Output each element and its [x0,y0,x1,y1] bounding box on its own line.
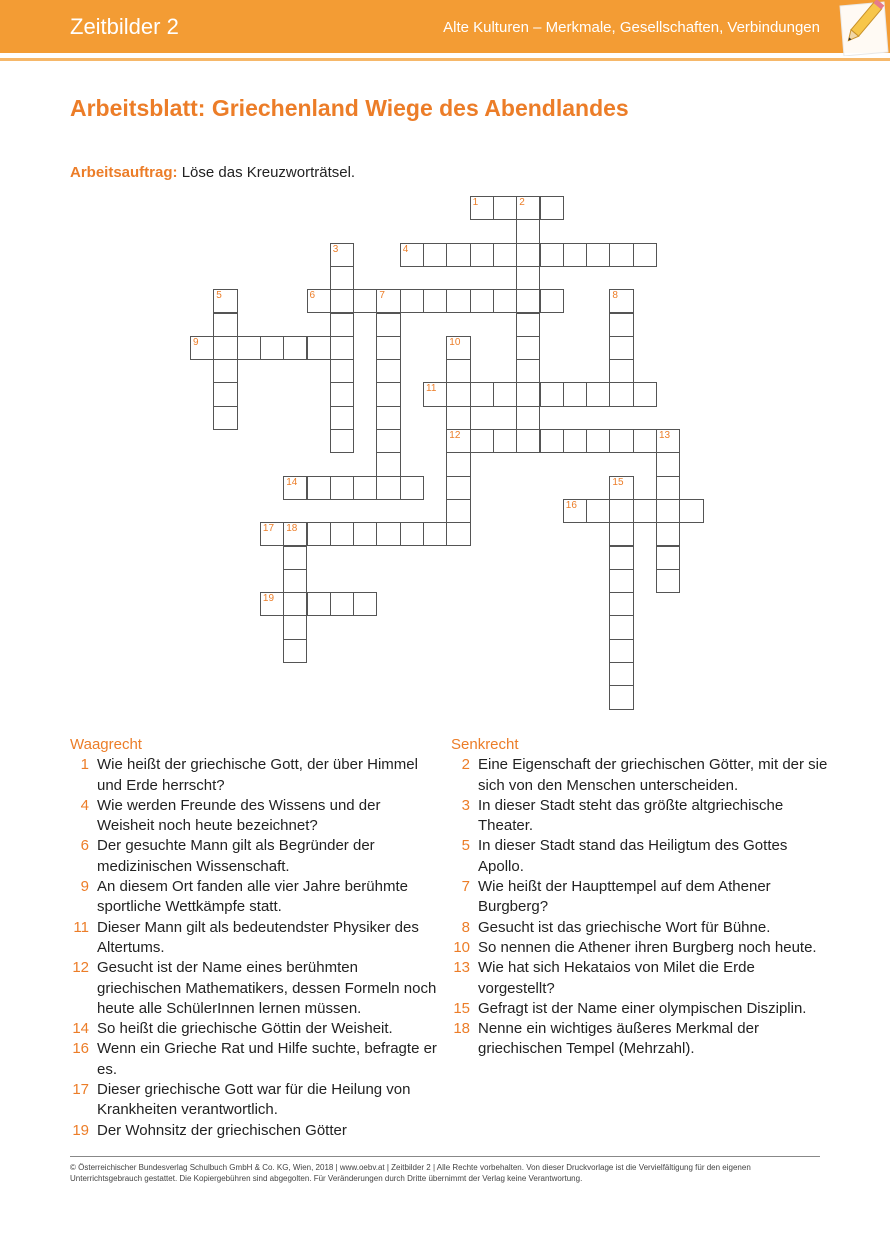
crossword-cell[interactable] [307,522,331,546]
crossword-cell[interactable] [260,592,284,616]
crossword-cell[interactable] [656,569,680,593]
crossword-cell[interactable] [376,313,400,337]
crossword-cell[interactable] [516,196,540,220]
clue-text: Wie heißt der Haupttempel auf dem Athener Burgberg? [478,878,771,916]
cell-number: 17 [262,523,275,535]
crossword-cell[interactable] [423,289,447,313]
clue-down-18 [451,1019,831,1060]
cell-number: 19 [262,593,275,605]
cell-number: 18 [286,523,298,535]
cell-number: 16 [565,499,577,511]
clue-text: Wie heißt der griechische Gott, der über Himmel und Erde herrscht? [97,756,418,794]
clue-number: 15 [453,999,470,1017]
crossword-cell[interactable] [609,289,633,313]
clue-down-7 [451,877,831,918]
copyright-footer: © Österreichischer Bundesverlag Schulbuch GmbH & Co. KG, Wien, 2018 | www.oebv.at | Zeitbilder 2 | Alle Rechte vorbehalten. Von dieser Druckvorlage ist die Vervielfältigung für den eigenen Unterrichtsgebrauch gestattet. Die Kopiergebühren sind abgegolten. Für Veränderungen durch Dritte übernimmt der Verlag keine Verantwortung. [70,1163,751,1183]
crossword-cell[interactable] [213,336,237,360]
crossword-cell[interactable] [446,243,470,267]
crossword-cell[interactable] [516,313,540,337]
clue-text: In dieser Stadt stand das Heiligtum des Gottes Apollo. [478,837,788,875]
crossword-cell[interactable] [540,243,564,267]
crossword-cell[interactable] [283,476,307,500]
cell-number: 2 [519,197,525,208]
crossword-cell[interactable] [609,313,633,337]
crossword-cell[interactable] [540,289,564,313]
crossword-cell[interactable] [633,382,657,406]
crossword-cell[interactable] [656,429,680,453]
cell-number: 10 [449,336,461,348]
clue-number: 16 [72,1040,89,1058]
clue-text: Gesucht ist der Name eines berühmten griechischen Mathematikers, dessen Formeln noch heute alle SchülerInnen lernen müssen. [97,959,437,1017]
crossword-cell[interactable] [633,499,657,523]
crossword-cell[interactable] [330,243,354,267]
crossword-cell[interactable] [516,336,540,360]
clue-across-12 [70,958,440,1019]
cell-number: 15 [612,476,624,488]
clue-across-17 [70,1080,440,1121]
crossword-cell[interactable] [493,243,517,267]
crossword-cell[interactable] [633,429,657,453]
crossword-cell[interactable] [516,219,540,243]
crossword-cell[interactable] [609,429,633,453]
crossword-cell[interactable] [609,336,633,360]
cell-number: 9 [193,336,199,348]
crossword-cell[interactable] [353,289,377,313]
clue-number: 19 [72,1121,89,1139]
crossword-cell[interactable] [446,336,470,360]
crossword-cell[interactable] [609,476,633,500]
clue-across-1 [70,755,440,796]
crossword-cell[interactable] [330,406,354,430]
clue-number: 10 [453,938,470,956]
crossword-cell[interactable] [470,243,494,267]
crossword-cell[interactable] [516,359,540,383]
clue-down-8 [451,918,831,938]
crossword-cell[interactable] [330,382,354,406]
crossword-cell[interactable] [353,476,377,500]
crossword-cell[interactable] [470,429,494,453]
clue-down-15 [451,999,831,1019]
brand-title: Zeitbilder 2 [70,14,179,39]
crossword-cell[interactable] [330,336,354,360]
clue-text: So heißt die griechische Göttin der Weisheit. [97,1020,393,1038]
crossword-cell[interactable] [470,289,494,313]
crossword-cell[interactable] [423,243,447,267]
crossword-cell[interactable] [330,476,354,500]
crossword-cell[interactable] [609,639,633,663]
cell-number: 11 [426,383,437,395]
crossword-cell[interactable] [516,243,540,267]
down-clues [451,735,831,1060]
cell-number: 4 [402,243,409,255]
crossword-cell[interactable] [493,289,517,313]
cell-number: 14 [286,476,298,488]
clue-across-16 [70,1039,440,1080]
crossword-cell[interactable] [633,243,657,267]
crossword-cell[interactable] [423,522,447,546]
crossword-cell[interactable] [213,406,237,430]
crossword-cell[interactable] [400,476,424,500]
crossword-cell[interactable] [376,406,400,430]
crossword-cell[interactable] [470,382,494,406]
clue-text: Dieser griechische Gott war für die Heilung von Krankheiten verantwortlich. [97,1081,411,1119]
crossword-cell[interactable] [656,546,680,570]
crossword-cell[interactable] [656,476,680,500]
clue-number: 17 [72,1081,89,1099]
clue-across-11 [70,918,440,959]
crossword-cell[interactable] [330,522,354,546]
clue-text: An diesem Ort fanden alle vier Jahre berühmte sportliche Wettkämpfe statt. [97,878,408,916]
clue-down-2 [451,755,831,796]
clue-down-13 [451,958,831,999]
crossword-cell[interactable] [237,336,261,360]
crossword-cell[interactable] [609,522,633,546]
crossword-cell[interactable] [376,359,400,383]
cell-number: 13 [659,430,671,441]
crossword-cell[interactable] [586,499,610,523]
crossword-cell[interactable] [330,266,354,290]
crossword-cell[interactable] [423,382,447,406]
crossword-cell[interactable] [679,499,703,523]
crossword-cell[interactable] [609,662,633,686]
crossword-cell[interactable] [400,522,424,546]
crossword-cell[interactable] [446,289,470,313]
cell-number: 6 [309,290,316,302]
crossword-cell[interactable] [376,476,400,500]
crossword-cell[interactable] [586,243,610,267]
page-title: Arbeitsblatt: Griechenland Wiege des Abendlandes [70,95,629,121]
crossword-cell[interactable] [190,336,214,360]
crossword-cell[interactable] [213,359,237,383]
topic-title: Alte Kulturen – Merkmale, Gesellschaften, Verbindungen [443,19,820,36]
clue-across-14 [70,1019,440,1039]
crossword-cell[interactable] [586,429,610,453]
clue-down-3 [451,796,831,837]
clue-text: In dieser Stadt steht das größte altgriechische Theater. [478,796,784,835]
crossword-cell[interactable] [353,522,377,546]
crossword-cell[interactable] [446,452,470,476]
crossword-cell[interactable] [283,615,307,639]
crossword-cell[interactable] [330,289,354,313]
cell-number: 3 [332,243,339,255]
clue-text: Eine Eigenschaft der griechischen Götter, mit der sie sich von den Menschen unterscheiden. [478,756,828,794]
crossword-cell[interactable] [586,382,610,406]
crossword-cell[interactable] [307,592,331,616]
clue-number: 18 [453,1020,470,1038]
crossword-cell[interactable] [307,336,331,360]
clue-text: So nennen die Athener ihren Burgberg noch heute. [478,938,817,956]
crossword-cell[interactable] [446,476,470,500]
crossword-cell[interactable] [516,429,540,453]
task-label: Arbeitsauftrag: [70,164,178,181]
crossword-cell[interactable] [353,592,377,616]
clue-text: Gesucht ist das griechische Wort für Bühne. [478,918,771,936]
across-heading: Waagrecht [70,736,142,753]
crossword-cell[interactable] [609,546,633,570]
cell-number: 7 [379,290,385,302]
crossword-cell[interactable] [656,522,680,546]
crossword-cell[interactable] [493,429,517,453]
clue-number: 13 [453,959,470,977]
crossword-cell[interactable] [563,243,587,267]
crossword-cell[interactable] [446,359,470,383]
crossword-cell[interactable] [563,499,587,523]
crossword-cell[interactable] [330,313,354,337]
crossword-cell[interactable] [376,452,400,476]
crossword-cell[interactable] [213,313,237,337]
crossword-cell[interactable] [609,592,633,616]
crossword-cell[interactable] [446,406,470,430]
crossword-cell[interactable] [516,266,540,290]
crossword-cell[interactable] [609,569,633,593]
footer-divider [70,1156,820,1157]
clue-number: 6 [80,837,89,855]
crossword-cell[interactable] [609,243,633,267]
crossword-cell[interactable] [260,336,284,360]
across-clues [70,735,440,1141]
clue-text: Der Wohnsitz der griechischen Götter [97,1121,347,1139]
cell-number: 8 [612,290,618,302]
crossword-cell[interactable] [446,522,470,546]
clue-down-5 [451,836,831,877]
crossword-cell[interactable] [330,429,354,453]
crossword-cell[interactable] [376,522,400,546]
clue-text: Wie hat sich Hekataios von Milet die Erde vorgestellt? [478,959,755,997]
crossword-cell[interactable] [470,196,494,220]
crossword-cell[interactable] [446,499,470,523]
crossword-cell[interactable] [330,592,354,616]
cell-number: 1 [472,197,479,208]
crossword-cell[interactable] [400,289,424,313]
crossword-cell[interactable] [540,429,564,453]
crossword-cell[interactable] [307,289,331,313]
crossword-cell[interactable] [400,243,424,267]
down-heading: Senkrecht [451,736,519,753]
crossword-cell[interactable] [330,359,354,383]
clue-across-4 [70,796,440,837]
clue-text: Gefragt ist der Name einer olympischen Disziplin. [478,999,807,1017]
crossword-cell[interactable] [283,546,307,570]
crossword-cell[interactable] [446,429,470,453]
clue-number: 7 [461,878,470,896]
clue-text: Dieser Mann gilt als bedeutendster Physiker des Altertums. [97,918,419,956]
clue-across-9 [70,877,440,918]
crossword-cell[interactable] [540,196,564,220]
clue-number: 4 [80,796,89,814]
crossword-cell[interactable] [493,196,517,220]
crossword-cell[interactable] [376,429,400,453]
clue-number: 8 [461,918,470,936]
clue-number: 5 [461,837,470,855]
clue-number: 9 [80,878,89,896]
crossword-cell[interactable] [609,359,633,383]
crossword-cell[interactable] [516,406,540,430]
clue-down-10 [451,938,831,958]
cell-number: 12 [449,430,461,441]
crossword-cell[interactable] [563,429,587,453]
clue-number: 1 [80,756,89,774]
crossword-cell[interactable] [283,336,307,360]
crossword-cell[interactable] [656,452,680,476]
crossword-cell[interactable] [307,476,331,500]
crossword-cell[interactable] [260,522,284,546]
crossword-cell[interactable] [446,382,470,406]
crossword-cell[interactable] [563,382,587,406]
clue-number: 2 [461,756,470,774]
clue-number: 14 [72,1020,89,1038]
clue-number: 12 [72,959,89,977]
crossword-cell[interactable] [376,336,400,360]
crossword-cell[interactable] [609,685,633,709]
crossword-cell[interactable] [213,289,237,313]
crossword-cell[interactable] [516,289,540,313]
crossword-cell[interactable] [609,615,633,639]
task-text: Löse das Kreuzworträtsel. [181,164,356,181]
crossword-cell[interactable] [609,499,633,523]
crossword-cell[interactable] [283,522,307,546]
cell-number: 5 [216,290,222,302]
crossword-cell[interactable] [376,382,400,406]
crossword-cell[interactable] [656,499,680,523]
crossword-cell[interactable] [283,569,307,593]
crossword-cell[interactable] [540,382,564,406]
clue-text: Nenne ein wichtiges äußeres Merkmal der griechischen Tempel (Mehrzahl). [478,1020,759,1058]
crossword-cell[interactable] [283,592,307,616]
crossword-cell[interactable] [283,639,307,663]
crossword-cell[interactable] [213,382,237,406]
clue-text: Wie werden Freunde des Wissens und der Weisheit noch heute bezeichnet? [97,796,381,835]
crossword-cell[interactable] [516,382,540,406]
crossword-cell[interactable] [376,289,400,313]
clue-number: 11 [73,918,89,936]
clue-text: Der gesuchte Mann gilt als Begründer der medizinischen Wissenschaft. [97,837,375,875]
crossword-cell[interactable] [609,382,633,406]
clue-across-6 [70,836,440,877]
clue-number: 3 [461,796,470,814]
clue-across-19 [70,1121,440,1141]
crossword-cell[interactable] [493,382,517,406]
clue-text: Wenn ein Grieche Rat und Hilfe suchte, befragte er es. [97,1040,437,1078]
